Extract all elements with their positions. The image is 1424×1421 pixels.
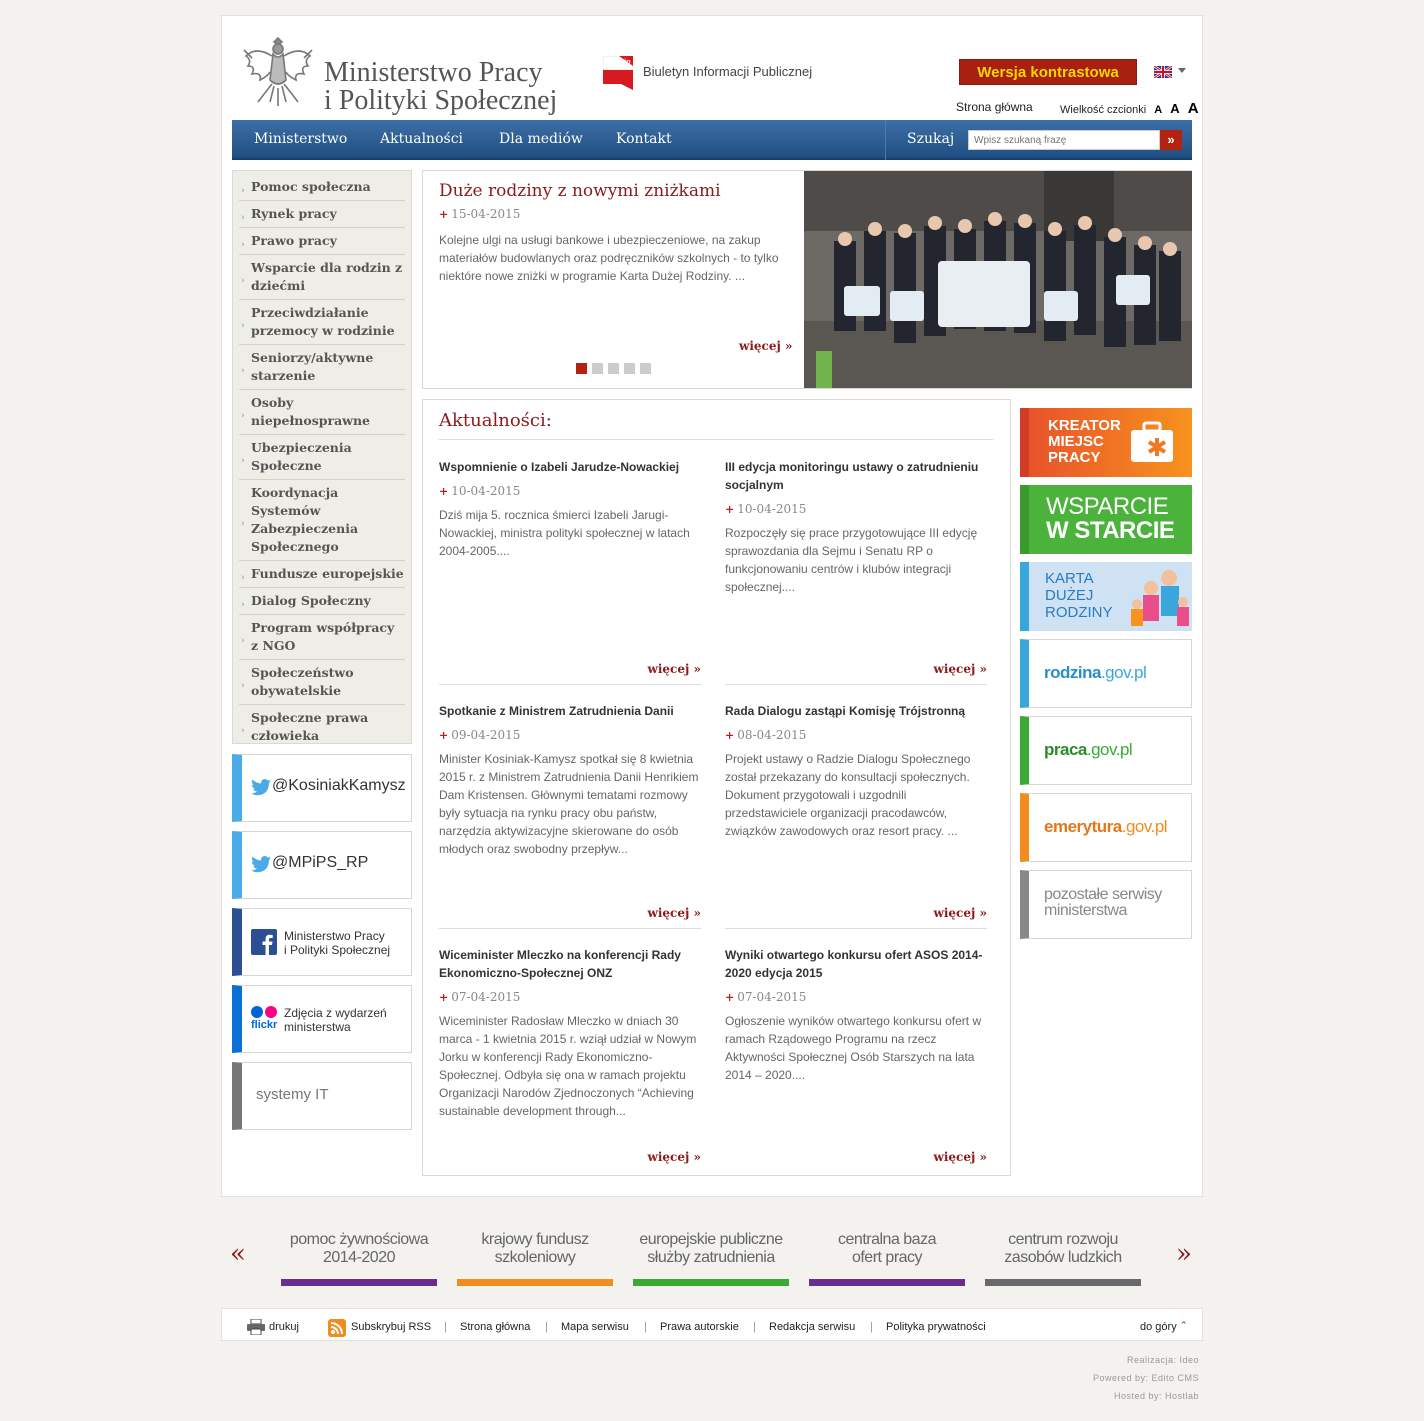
news-item-date xyxy=(439,728,701,742)
sidebar-item-label: Wsparcie dla rodzin z dziećmi xyxy=(251,260,403,293)
news-item-text: Dziś mija 5. rocznica śmierci Izabeli Jarugi-Nowackiej, ministra polityki społecznej w latach 2004-2005.... xyxy=(439,508,690,558)
banner-line: pozostałe serwisy xyxy=(1044,886,1162,903)
slide-title[interactable]: Duże rodziny z nowymi zniżkami xyxy=(439,181,721,201)
flickr-label-line2: ministerstwa xyxy=(284,1020,351,1034)
banner-kreator-miejsc-pracy[interactable] xyxy=(1020,408,1192,477)
plus-icon: + xyxy=(725,729,735,742)
banner-karta-text xyxy=(1045,570,1113,621)
chevron-right-icon: › xyxy=(241,600,245,610)
sidebar-item-fundusze[interactable] xyxy=(239,561,405,588)
logo-title-line2: i Polityki Społecznej xyxy=(324,85,558,116)
banner-domain-suffix: .gov.pl xyxy=(1100,663,1147,682)
footer-link-privacy[interactable]: Polityka prywatności xyxy=(886,1321,986,1333)
carousel-item-line: 2014-2020 xyxy=(322,1249,395,1266)
main-navigation xyxy=(232,120,1192,160)
banner-karta-duzej-rodziny[interactable] xyxy=(1020,562,1192,631)
chevron-right-icon: › xyxy=(241,213,245,223)
font-size-label: Wielkość czcionki xyxy=(1060,104,1147,116)
footer-link-home[interactable]: Strona główna xyxy=(460,1321,531,1333)
chevron-right-icon: › xyxy=(241,681,245,691)
carousel-color-bar xyxy=(633,1279,789,1286)
news-item-text: Rozpoczęły się prace przygotowujące III edycję sprawozdania dla Sejmu i Senatu RP o funkcjonowaniu centrów i klubów integracji społecznej.... xyxy=(725,526,978,594)
chevron-right-icon: › xyxy=(241,456,245,466)
news-section-title: Aktualności: xyxy=(439,410,552,431)
chevron-right-icon: › xyxy=(241,411,245,421)
carousel-item-eures[interactable] xyxy=(633,1231,789,1267)
banner-line: DUŻEJ xyxy=(1045,587,1094,604)
news-item-title[interactable]: III edycja monitoringu ustawy o zatrudnieniu socjalnym xyxy=(725,460,979,492)
divider xyxy=(439,439,993,440)
carousel-color-bar xyxy=(809,1279,965,1286)
news-item-date xyxy=(439,990,701,1004)
footer-link-editorial[interactable]: Redakcja serwisu xyxy=(769,1321,856,1333)
twitter-icon xyxy=(251,779,271,796)
sidebar-item-label: Prawo pracy xyxy=(251,233,337,248)
banner-line: KREATOR xyxy=(1048,417,1121,434)
nav-item-kontakt[interactable]: Kontakt xyxy=(616,131,672,147)
carousel-next-button[interactable]: » xyxy=(1176,1239,1192,1269)
news-item-date-value: 07-04-2015 xyxy=(451,990,521,1004)
news-more-link[interactable]: więcej » xyxy=(647,906,701,920)
carousel-item-line: europejskie publiczne xyxy=(639,1231,783,1248)
news-more-link[interactable]: więcej » xyxy=(933,662,987,676)
chevron-right-icon: › xyxy=(241,366,245,376)
banner-rodzina-gov[interactable] xyxy=(1020,639,1192,708)
font-size-medium-button[interactable]: A xyxy=(1170,101,1180,116)
slider-dot-1[interactable] xyxy=(576,363,587,374)
news-more-link[interactable]: więcej » xyxy=(647,662,701,676)
banner-pozostale-text xyxy=(1044,887,1162,919)
english-flag-icon[interactable] xyxy=(1154,66,1172,78)
sidebar-item-label: Seniorzy/aktywne starzenie xyxy=(251,350,374,383)
chevron-right-icon: › xyxy=(241,573,245,583)
sidebar-item-rynek-pracy[interactable] xyxy=(239,201,405,228)
rss-icon[interactable] xyxy=(328,1319,346,1337)
news-item-text: Minister Kosiniak-Kamysz spotkał się 8 kwietnia 2015 r. z Ministrem Zatrudnienia Danii Henrikiem Dam Kristensen. Głównymi tematami rozmowy były sytuacja na rynku pracy obu państw, narzędzia aktywizacyjne skierowane do osób młodych oraz swobodny przepływ... xyxy=(439,752,699,856)
slider-dot-3[interactable] xyxy=(608,363,619,374)
twitter-mpips-link[interactable] xyxy=(232,831,412,899)
chevron-right-icon: › xyxy=(241,240,245,250)
flickr-icon xyxy=(251,1006,281,1018)
plus-icon: + xyxy=(725,991,735,1004)
news-item-date-value: 10-04-2015 xyxy=(451,484,521,498)
carousel-item-line: szkoleniowy xyxy=(494,1249,576,1266)
carousel-color-bar xyxy=(985,1279,1141,1286)
search-input[interactable] xyxy=(968,130,1160,150)
featured-slider xyxy=(422,170,1192,389)
news-item-more-wrapper xyxy=(725,1148,987,1172)
banner-emerytura-text xyxy=(1044,817,1167,837)
banner-line: RODZINY xyxy=(1045,604,1113,621)
news-item-title[interactable]: Spotkanie z Ministrem Zatrudnienia Danii xyxy=(439,704,674,718)
facebook-label xyxy=(284,929,390,957)
banner-domain-suffix: .gov.pl xyxy=(1086,740,1133,759)
page-container xyxy=(221,15,1203,1197)
separator: | xyxy=(870,1321,873,1333)
nav-item-dla-mediow[interactable]: Dla mediów xyxy=(499,131,583,147)
slide-more-link[interactable]: więcej » xyxy=(739,339,793,353)
carousel-item-line: zasobów ludzkich xyxy=(1004,1249,1122,1266)
chevron-right-icon: › xyxy=(241,276,245,286)
carousel-item-krajowy-fundusz[interactable] xyxy=(457,1231,613,1267)
social-label: @MPiPS_RP xyxy=(272,854,369,871)
news-more-link[interactable]: więcej » xyxy=(933,1150,987,1164)
news-item-text: Wiceminister Radosław Mleczko w dniach 30 marca - 1 kwietnia 2015 r. wziął udział w Nowym Jorku w konferencji Rady Ekonomiczno-Społecznej. Odbyła się ona w ramach projektu Organizacji Narodów Zjednoczonych “Achieving sustainable development through... xyxy=(439,1014,697,1118)
svg-text:bip: bip xyxy=(620,59,631,66)
eagle-emblem-icon xyxy=(242,32,314,108)
banner-praca-text xyxy=(1044,740,1132,760)
news-item-date xyxy=(725,728,987,742)
ministry-logo[interactable] xyxy=(242,32,572,116)
sidebar-item-label: Przeciwdziałanie przemocy w rodzinie xyxy=(251,305,395,338)
sidebar-item-label: Koordynacja Systemów Zabezpieczenia Społecznego xyxy=(251,485,359,554)
banner-emerytura-gov[interactable] xyxy=(1020,793,1192,862)
credits xyxy=(1093,1351,1199,1405)
separator: | xyxy=(644,1321,647,1333)
language-dropdown-caret-icon[interactable] xyxy=(1178,68,1186,73)
bip-link[interactable] xyxy=(603,56,853,92)
briefcase-icon xyxy=(1129,420,1175,466)
printer-icon[interactable] xyxy=(247,1319,265,1335)
chevron-right-icon: › xyxy=(241,321,245,331)
bip-icon xyxy=(603,56,633,90)
news-more-link[interactable]: więcej » xyxy=(647,1150,701,1164)
news-item-title[interactable]: Wspomnienie o Izabeli Jarudze-Nowackiej xyxy=(439,460,680,474)
sidebar-item-label: Społeczne prawa człowieka xyxy=(251,710,369,743)
sidebar-item-ubezpieczenia[interactable] xyxy=(239,435,405,480)
plus-icon: + xyxy=(725,503,735,516)
carousel-item-line: ofert pracy xyxy=(851,1249,923,1266)
font-size-control xyxy=(1060,100,1199,117)
facebook-label-line2: i Polityki Społecznej xyxy=(284,943,391,957)
plus-icon: + xyxy=(439,729,449,742)
chevron-right-icon: › xyxy=(241,636,245,646)
news-item-date-value: 09-04-2015 xyxy=(451,728,521,742)
slide-photo[interactable] xyxy=(804,171,1192,388)
news-item-date-value: 07-04-2015 xyxy=(737,990,807,1004)
sidebar-item-label: Ubezpieczenia Społeczne xyxy=(251,440,352,473)
banner-domain-main: praca xyxy=(1044,740,1087,759)
nav-item-aktualnosci[interactable]: Aktualności xyxy=(380,131,464,147)
separator: | xyxy=(753,1321,756,1333)
font-size-large-button[interactable]: A xyxy=(1187,100,1199,117)
banner-domain-main: rodzina xyxy=(1044,663,1101,682)
sidebar-item-label: Fundusze europejskie xyxy=(251,566,404,581)
sidebar-item-dialog[interactable] xyxy=(239,588,405,615)
sidebar-item-koordynacja[interactable] xyxy=(239,480,405,561)
slider-pagination xyxy=(576,361,656,379)
banner-kreator-text xyxy=(1048,418,1121,466)
family-illustration-icon xyxy=(1123,566,1192,630)
carousel-item-line: centrum rozwoju xyxy=(1008,1231,1118,1248)
chevron-up-icon: ˆ xyxy=(1181,1321,1186,1333)
plus-icon: + xyxy=(439,991,449,1004)
font-size-small-button[interactable]: A xyxy=(1154,104,1163,116)
news-item-date-value: 10-04-2015 xyxy=(737,502,807,516)
chevron-right-icon: › xyxy=(241,519,245,529)
credit-line[interactable]: Hosted by: Hostlab xyxy=(1113,1391,1199,1401)
banner-domain-suffix: .gov.pl xyxy=(1121,817,1168,836)
slide-date xyxy=(439,207,520,221)
chevron-right-icon: › xyxy=(241,726,245,736)
print-link[interactable]: drukuj xyxy=(269,1321,299,1333)
news-item xyxy=(439,702,701,858)
separator: | xyxy=(545,1321,548,1333)
sidebar-item-label: Dialog Społeczny xyxy=(251,593,371,608)
bip-label: Biuletyn Informacji Publicznej xyxy=(643,64,813,79)
twitter-kosiniak-link[interactable] xyxy=(232,754,412,822)
carousel-item-line: pomoc żywnościowa xyxy=(289,1231,429,1248)
sidebar-item-label: Rynek pracy xyxy=(251,206,337,221)
sidebar-item-wsparcie-rodzin[interactable] xyxy=(239,255,405,300)
carousel-item-line: służby zatrudnienia xyxy=(647,1249,775,1266)
carousel-item-line: krajowy fundusz xyxy=(481,1231,589,1248)
back-to-top-label: do góry xyxy=(1140,1321,1177,1333)
carousel-item-pomoc-zywnosciowa[interactable] xyxy=(281,1231,437,1267)
banner-line: PRACY xyxy=(1048,449,1101,466)
carousel-color-bar xyxy=(281,1279,437,1286)
news-item xyxy=(725,946,987,1084)
news-item-more-wrapper xyxy=(725,660,987,685)
news-more-link[interactable]: więcej » xyxy=(933,906,987,920)
chevron-right-icon: › xyxy=(241,186,245,196)
sidebar-item-seniorzy[interactable] xyxy=(239,345,405,390)
partner-carousel xyxy=(221,1217,1203,1289)
credit-line[interactable]: Realizacja: Ideo xyxy=(1126,1355,1199,1365)
carousel-item-line: centralna baza xyxy=(838,1231,936,1248)
sidebar-item-prawa-czlowieka[interactable] xyxy=(239,705,405,749)
home-link[interactable]: Strona główna xyxy=(956,100,1033,114)
news-item xyxy=(439,458,701,560)
social-label: systemy IT xyxy=(256,1086,329,1103)
sidebar-item-pomoc-spoleczna[interactable] xyxy=(239,174,405,201)
news-item-date-value: 08-04-2015 xyxy=(737,728,807,742)
flickr-link[interactable] xyxy=(232,985,412,1053)
sidebar-item-label: Osoby niepełnosprawne xyxy=(251,395,370,428)
nav-item-ministerstwo[interactable]: Ministerstwo xyxy=(254,131,348,147)
search-label: Szukaj xyxy=(907,131,955,147)
plus-icon: + xyxy=(439,485,449,498)
news-item-text: Projekt ustawy o Radzie Dialogu Społecznego został przekazany do konsultacji społecznych. Dokument przygotowali i uzgodnili przedstawiciele organizacji pracodawców, związków zawodowych oraz resort pracy. ... xyxy=(725,752,971,838)
news-item xyxy=(725,458,987,596)
logo-title-line1: Ministerstwo Pracy xyxy=(324,57,543,88)
news-item-text: Ogłoszenie wyników otwartego konkursu ofert w ramach Rządowego Programu na rzecz Aktywności Społecznej Osób Starszych na lata 2014 – 2020.... xyxy=(725,1014,982,1082)
carousel-prev-button[interactable]: « xyxy=(230,1239,246,1269)
plus-icon: + xyxy=(439,208,449,221)
slider-dot-2[interactable] xyxy=(592,363,603,374)
carousel-item-centrum-rozwoju[interactable] xyxy=(985,1231,1141,1267)
twitter-icon xyxy=(251,856,271,873)
sidebar-item-label: Pomoc społeczna xyxy=(251,179,371,194)
flickr-label-line1: Zdjęcia z wydarzeń xyxy=(284,1006,387,1020)
news-item-more-wrapper xyxy=(439,660,701,685)
search-button[interactable]: » xyxy=(1160,130,1182,150)
banner-line: KARTA xyxy=(1045,570,1094,587)
news-item-more-wrapper xyxy=(439,904,701,929)
news-item-date xyxy=(439,484,701,498)
systemy-it-link[interactable] xyxy=(232,1062,412,1130)
sidebar-menu xyxy=(232,170,412,744)
sidebar-item-spoleczenstwo[interactable] xyxy=(239,660,405,705)
separator: | xyxy=(444,1321,447,1333)
credit-line[interactable]: Powered by: Edito CMS xyxy=(1092,1373,1199,1383)
slider-dot-4[interactable] xyxy=(624,363,635,374)
banner-rodzina-text xyxy=(1044,663,1146,683)
news-item xyxy=(439,946,701,1120)
news-item-more-wrapper xyxy=(439,1148,701,1172)
back-to-top-link[interactable] xyxy=(1140,1321,1185,1333)
sidebar-item-prawo-pracy[interactable] xyxy=(239,228,405,255)
banner-line: W STARCIE xyxy=(1046,517,1175,544)
news-item-title[interactable]: Rada Dialogu zastąpi Komisję Trójstronną xyxy=(725,704,966,718)
carousel-item-centralna-baza[interactable] xyxy=(809,1231,965,1267)
sidebar-item-label: Społeczeństwo obywatelskie xyxy=(251,665,354,698)
news-item-date xyxy=(725,502,987,516)
group-photo-image xyxy=(804,171,1192,388)
flickr-brand: flickr xyxy=(251,1019,278,1031)
slider-dot-5[interactable] xyxy=(640,363,651,374)
news-item-title[interactable]: Wyniki otwartego konkursu ofert ASOS 2014-2020 edycja 2015 xyxy=(725,948,983,980)
footer-bar xyxy=(221,1308,1203,1341)
carousel-color-bar xyxy=(457,1279,613,1286)
banner-line: WSPARCIE xyxy=(1046,493,1169,520)
sidebar-item-przemoc[interactable] xyxy=(239,300,405,345)
facebook-icon xyxy=(251,929,277,955)
news-item-date xyxy=(725,990,987,1004)
banner-praca-gov[interactable] xyxy=(1020,716,1192,785)
news-item-title[interactable]: Wiceminister Mleczko na konferencji Rady Ekonomiczno-Społecznej ONZ xyxy=(439,948,681,980)
rss-link[interactable]: Subskrybuj RSS xyxy=(351,1321,432,1333)
banner-line: MIEJSC xyxy=(1048,433,1104,450)
slide-text: Kolejne ulgi na usługi bankowe i ubezpieczeniowe, na zakup materiałów budowlanych oraz podręczników szkolnych - to tylko niektóre nowe zniżki w programie Karta Dużej Rodziny. ... xyxy=(439,233,779,283)
news-section xyxy=(422,399,1011,1176)
banner-line: ministerstwa xyxy=(1044,902,1127,919)
banner-pozostale-serwisy[interactable] xyxy=(1020,870,1192,939)
contrast-version-button[interactable]: Wersja kontrastowa xyxy=(959,59,1137,85)
facebook-label-line1: Ministerstwo Pracy xyxy=(284,929,385,943)
nav-divider xyxy=(885,120,886,160)
flickr-label xyxy=(284,1006,387,1034)
news-item xyxy=(725,702,987,840)
sidebar-item-label: Program współpracy z NGO xyxy=(251,620,395,653)
banner-domain-main: emerytura xyxy=(1044,817,1122,836)
banner-wsparcie-text xyxy=(1046,495,1174,543)
sidebar-item-niepelnosprawni[interactable] xyxy=(239,390,405,435)
sidebar-item-ngo[interactable] xyxy=(239,615,405,660)
footer-link-copyright[interactable]: Prawa autorskie xyxy=(660,1321,739,1333)
footer-link-sitemap[interactable]: Mapa serwisu xyxy=(561,1321,629,1333)
slide-date-value: 15-04-2015 xyxy=(451,207,521,221)
news-item-more-wrapper xyxy=(725,904,987,929)
banner-wsparcie-w-starcie[interactable] xyxy=(1020,485,1192,554)
social-label: @KosiniakKamysz xyxy=(272,777,406,794)
facebook-link[interactable] xyxy=(232,908,412,976)
